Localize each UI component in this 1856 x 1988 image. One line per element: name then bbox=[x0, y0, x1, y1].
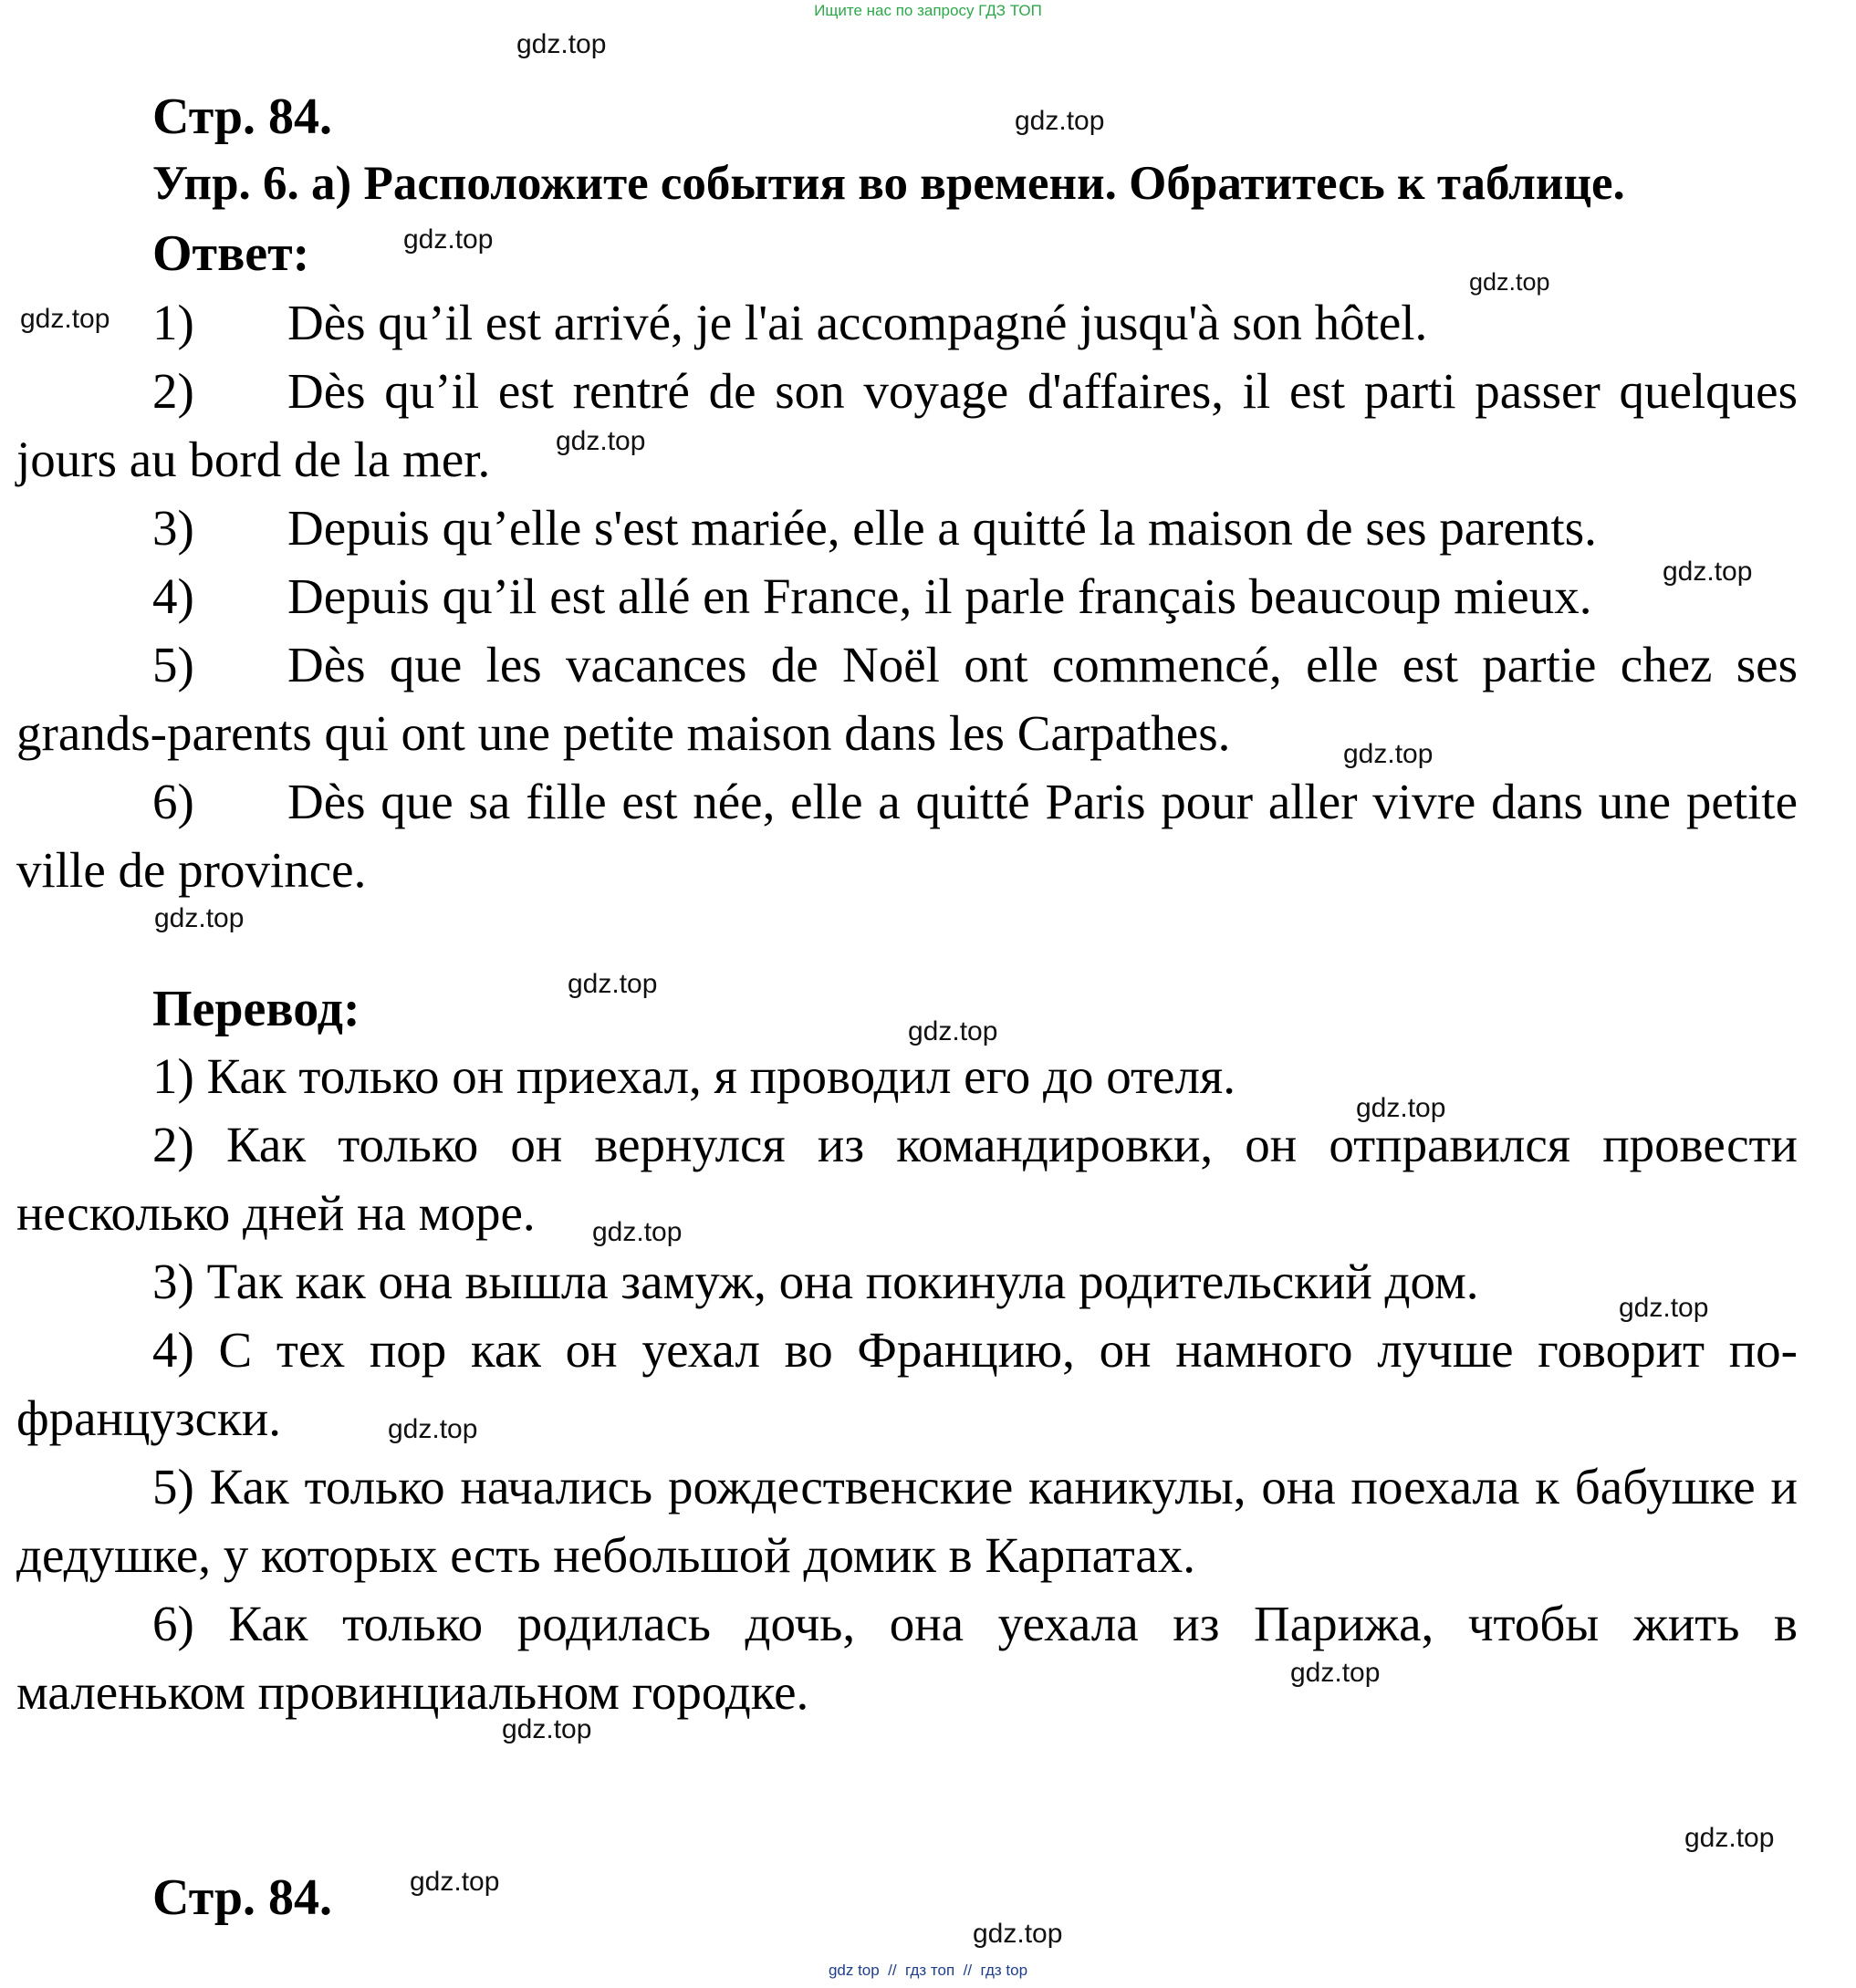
watermark: gdz.top bbox=[1684, 1823, 1775, 1853]
answer-item bbox=[16, 767, 1798, 904]
answer-list bbox=[16, 288, 1798, 904]
answer-text: Depuis qu’il est allé en France, il parle français beaucoup mieux. bbox=[287, 568, 1592, 624]
watermark: gdz.top bbox=[568, 969, 658, 999]
answer-text: Dès qu’il est arrivé, je l'ai accompagné jusqu'à son hôtel. bbox=[287, 295, 1428, 350]
top-search-banner: Ищите нас по запросу ГДЗ ТОП bbox=[814, 2, 1042, 19]
answer-item bbox=[16, 357, 1798, 494]
answer-number: 3) bbox=[152, 500, 194, 556]
watermark: gdz.top bbox=[1469, 268, 1550, 296]
answer-text: Dès que les vacances de Noël ont commencé, elle est partie chez ses grands-parents qui ont une petite maison dans les Carpathes. bbox=[16, 637, 1798, 761]
watermark: gdz.top bbox=[1343, 739, 1434, 769]
translation-item: 1) Как только он приехал, я проводил его до отеля. bbox=[152, 1048, 1236, 1104]
translation-list bbox=[16, 1042, 1798, 1726]
answer-number: 4) bbox=[152, 568, 194, 624]
watermark: gdz.top bbox=[1356, 1093, 1446, 1123]
answer-item bbox=[16, 562, 1798, 630]
watermark: gdz.top bbox=[154, 903, 245, 933]
page-heading: Стр. 84. bbox=[152, 88, 333, 145]
translation-item: 3) Так как она вышла замуж, она покинула родительский дом. bbox=[152, 1254, 1479, 1309]
watermark: gdz.top bbox=[410, 1867, 500, 1897]
watermark: gdz.top bbox=[1290, 1658, 1381, 1688]
answer-text: Dès que sa fille est née, elle a quitté Paris pour aller vivre dans une petite ville de province. bbox=[16, 774, 1798, 898]
answer-item bbox=[16, 494, 1798, 562]
translation-item: 5) Как только начались рождественские каникулы, она поехала к бабушке и дедушке, у которых есть небольшой домик в Карпатах. bbox=[16, 1459, 1798, 1583]
watermark: gdz.top bbox=[20, 304, 110, 334]
watermark: gdz.top bbox=[908, 1016, 998, 1046]
footer-page-heading: Стр. 84. bbox=[152, 1869, 333, 1926]
watermark: gdz.top bbox=[592, 1217, 683, 1247]
translation-item: 2) Как только он вернулся из командировки, он отправился провести несколько дней на море. bbox=[16, 1117, 1798, 1241]
answer-item bbox=[16, 288, 1798, 357]
answer-text: Dès qu’il est rentré de son voyage d'affaires, il est parti passer quelques jours au bord de la mer. bbox=[16, 363, 1798, 487]
answer-number: 1) bbox=[152, 295, 194, 350]
answer-number: 2) bbox=[152, 363, 194, 419]
translation-item: 6) Как только родилась дочь, она уехала из Парижа, чтобы жить в маленьком провинциальном городке. bbox=[16, 1596, 1798, 1720]
watermark: gdz.top bbox=[403, 224, 494, 255]
watermark: gdz.top bbox=[556, 426, 646, 456]
translation-label: Перевод: bbox=[152, 981, 360, 1037]
exercise-heading: Упр. 6. а) Расположите события во времени. Обратитесь к таблице. bbox=[152, 157, 1625, 210]
watermark: gdz.top bbox=[1015, 106, 1105, 136]
watermark: gdz.top bbox=[1619, 1293, 1709, 1323]
watermark: gdz.top bbox=[973, 1919, 1063, 1949]
bottom-banner: gdz top // гдз топ // гдз top bbox=[828, 1962, 1028, 1979]
answer-item bbox=[16, 630, 1798, 767]
watermark: gdz.top bbox=[502, 1714, 592, 1744]
watermark: gdz.top bbox=[388, 1414, 478, 1444]
watermark: gdz.top bbox=[1663, 557, 1753, 587]
answer-number: 5) bbox=[152, 637, 194, 692]
answer-label: Ответ: bbox=[152, 225, 310, 282]
translation-item: 4) С тех пор как он уехал во Францию, он намного лучше говорит по-французски. bbox=[16, 1322, 1798, 1446]
watermark: gdz.top bbox=[516, 29, 607, 59]
answer-number: 6) bbox=[152, 774, 194, 829]
answer-text: Depuis qu’elle s'est mariée, elle a quitté la maison de ses parents. bbox=[287, 500, 1597, 556]
